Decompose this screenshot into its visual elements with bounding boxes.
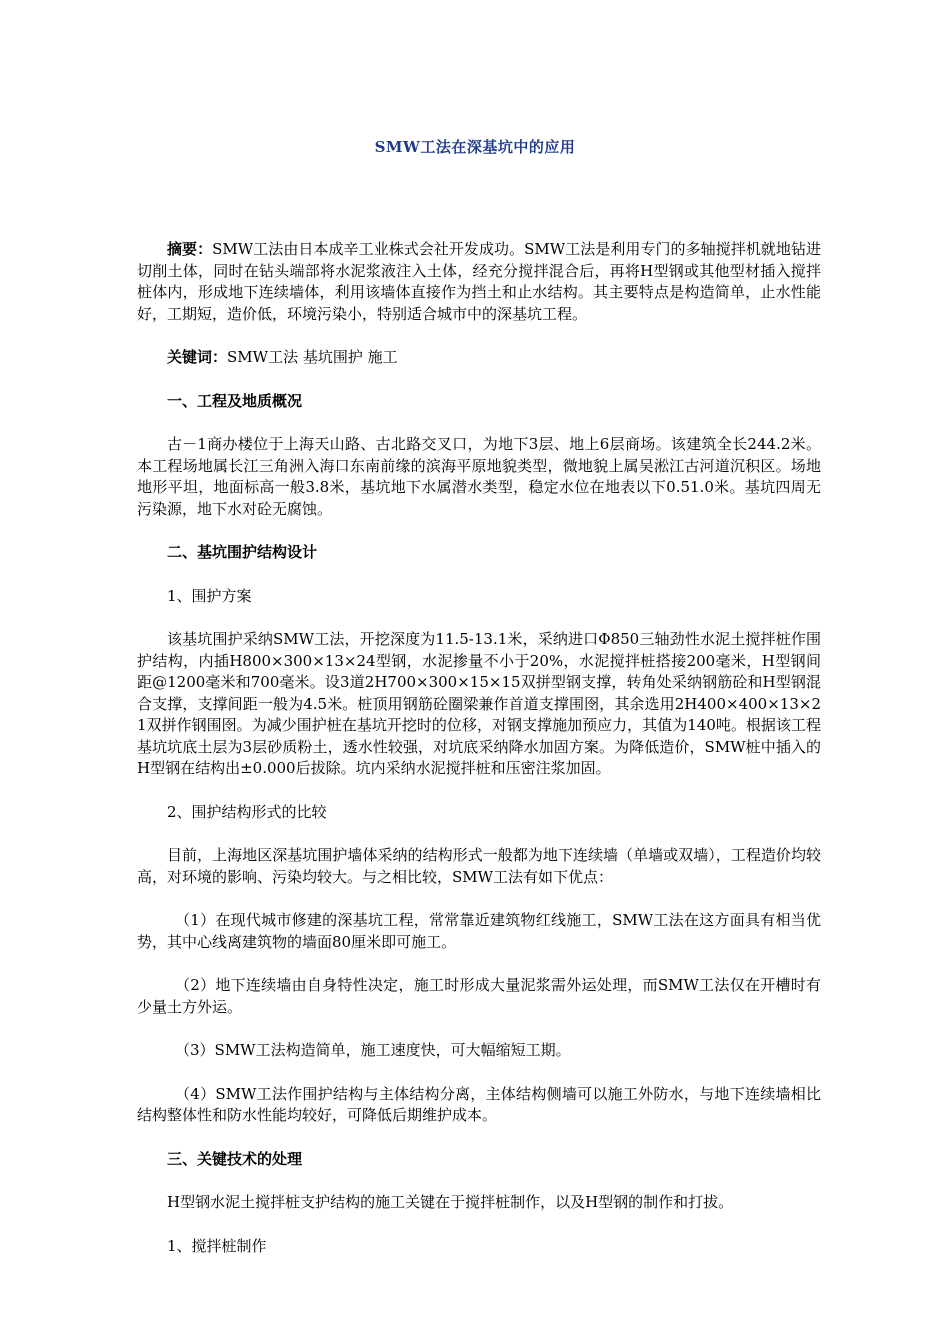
section2-heading: 二、基坑围护结构设计 — [167, 543, 318, 561]
document-body — [137, 239, 821, 1279]
section3-paragraph: H型钢水泥土搅拌桩支护结构的施工关键在于搅拌桩制作，以及H型钢的制作和打拔。 — [167, 1193, 734, 1211]
keywords-text: SMW工法 基坑围护 施工 — [227, 348, 398, 366]
document-title: SMW工法在深基坑中的应用 — [374, 138, 576, 156]
section3-heading: 三、关键技术的处理 — [167, 1149, 303, 1168]
section1-heading: 一、工程及地质概况 — [167, 391, 303, 410]
section2-subheading-1: 1、围护方案 — [167, 586, 252, 605]
section2-subheading-2: 2、围护结构形式的比较 — [167, 802, 327, 821]
advantage-item-3: （3）SMW工法构造简单，施工速度快，可大幅缩短工期。 — [175, 1041, 571, 1059]
section2-paragraph-2: 目前，上海地区深基坑围护墙体采纳的结构形式一般都为地下连续墙（单墙或双墙），工程造价均较高，对环境的影响、污染均较大。与之相比较，SMW工法有如下优点： — [137, 846, 821, 886]
advantage-item-2: （2）地下连续墙由自身特性决定，施工时形成大量泥浆需外运处理，而SMW工法仅在开槽时有少量土方外运。 — [137, 976, 821, 1016]
advantage-item-4: （4）SMW工法作围护结构与主体结构分离，主体结构侧墙可以施工外防水，与地下连续墙相比结构整体性和防水性能均较好，可降低后期维护成本。 — [137, 1084, 821, 1124]
section2-paragraph-1: 该基坑围护采纳SMW工法，开挖深度为11.5-13.1米，采纳进口Φ850三轴劲性水泥土搅拌桩作围护结构，内插H800×300×13×24型钢，水泥掺量不小于20%，水泥搅拌桩搭接200毫米，H型钢间距@1200毫米和700毫米。设3道2H700×300×15×15双拼型钢支撑，转角处采纳钢筋砼和H型钢混合支撑，支撑间距一般为4.5米。桩顶用钢筋砼圈梁兼作首道支撑围囹，其余选用2H400×400×13×21双拼作钢围囹。为减少围护桩在基坑开挖时的位移，对钢支撑施加预应力，其值为140吨。根据该工程基坑坑底土层为3层砂质粉土，透水性较强，对坑底采纳降水加固方案。为降低造价，SMW桩中插入的H型钢在结构出±0.000后拔除。坑内采纳水泥搅拌桩和压密注浆加固。 — [137, 630, 821, 777]
abstract-label: 摘要： — [167, 240, 213, 258]
abstract-paragraph — [137, 239, 821, 325]
section3-subheading-1: 1、搅拌桩制作 — [167, 1236, 267, 1255]
section1-paragraph: 古－1商办楼位于上海天山路、古北路交叉口，为地下3层、地上6层商场。该建筑全长244.2米。本工程场地属长江三角洲入海口东南前缘的滨海平原地貌类型，微地貌上属吴淞江古河道沉积区。场地地形平坦，地面标高一般3.8米，基坑地下水属潜水类型，稳定水位在地表以下0.51.0米。基坑四周无污染源，地下水对砼无腐蚀。 — [137, 435, 821, 518]
advantage-item-1: （1）在现代城市修建的深基坑工程，常常靠近建筑物红线施工，SMW工法在这方面具有相当优势，其中心线离建筑物的墙面80厘米即可施工。 — [137, 911, 821, 951]
keywords-paragraph — [137, 347, 821, 369]
abstract-text: SMW工法由日本成辛工业株式会社开发成功。SMW工法是利用专门的多轴搅拌机就地钻进切削土体，同时在钻头端部将水泥浆液注入土体，经充分搅拌混合后，再将H型钢或其他型材插入搅拌桩体内，形成地下连续墙体，利用该墙体直接作为挡土和止水结构。其主要特点是构造简单，止水性能好，工期短，造价低，环境污染小，特别适合城市中的深基坑工程。 — [137, 240, 821, 323]
keywords-label: 关键词： — [167, 348, 228, 366]
